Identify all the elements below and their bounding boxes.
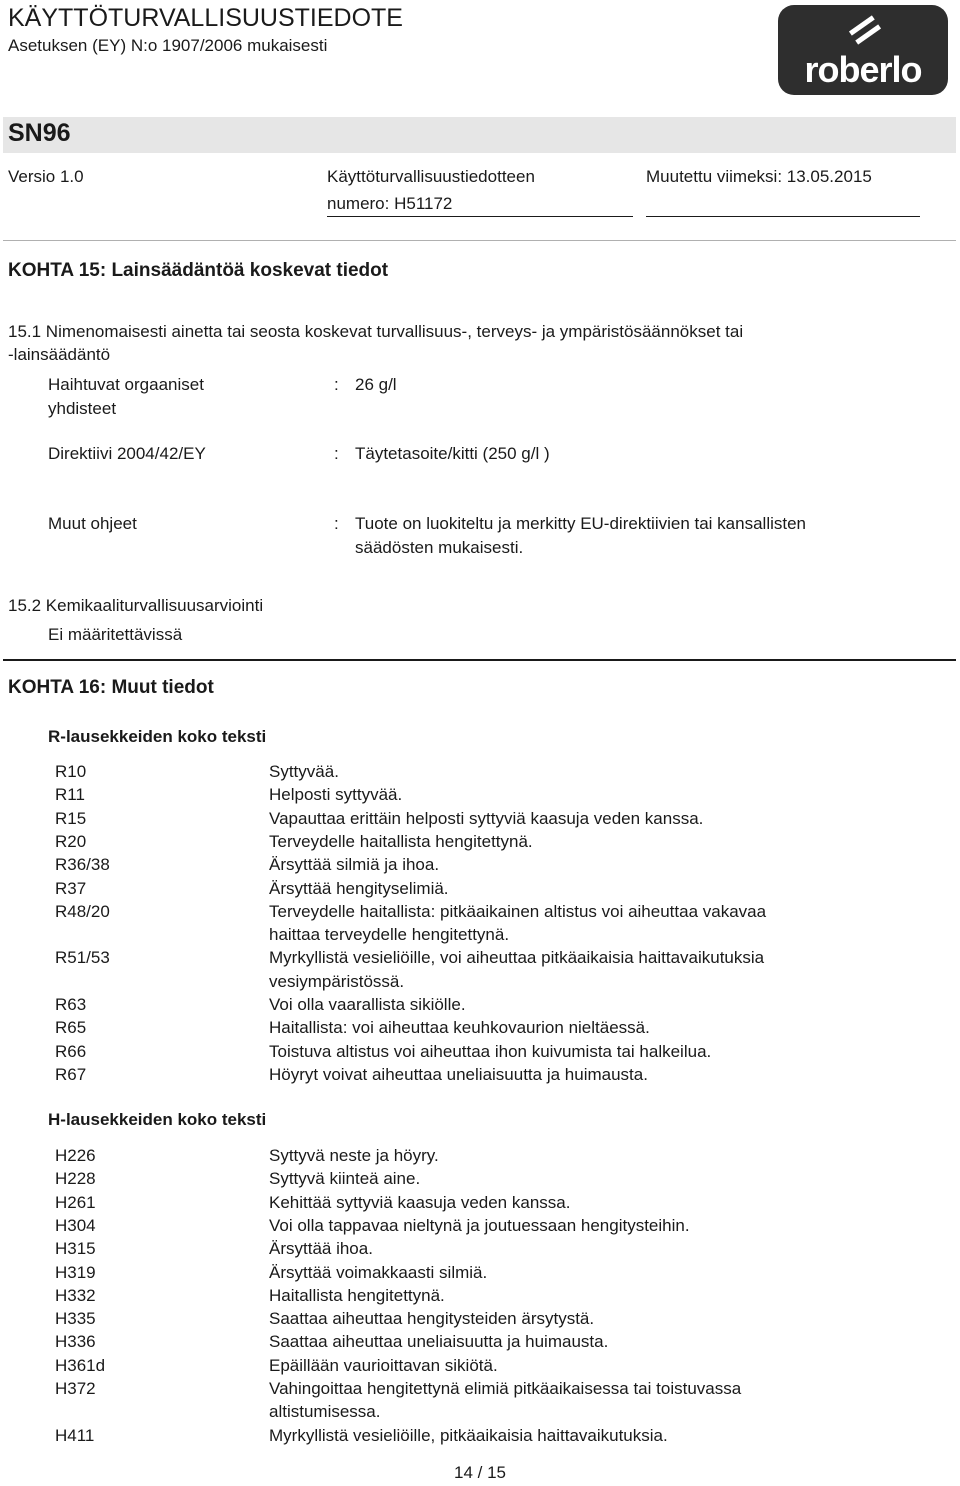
page-number: 14 / 15 bbox=[454, 1463, 506, 1482]
logo-mark-icon bbox=[848, 13, 882, 47]
h-phrase-text: Saattaa aiheuttaa hengitysteiden ärsytystä. bbox=[269, 1309, 595, 1329]
r-phrase-text: Haitallista: voi aiheuttaa keuhkovaurion nieltäessä. bbox=[269, 1018, 650, 1038]
h-phrase-code: H361d bbox=[55, 1355, 106, 1375]
h-phrase-code: H315 bbox=[55, 1239, 96, 1259]
revision-date: Muutettu viimeksi: 13.05.2015 bbox=[646, 167, 872, 186]
r-phrase-text: Ärsyttää hengityselimiä. bbox=[269, 878, 449, 898]
h-phrase-code: H372 bbox=[55, 1379, 96, 1398]
h-phrase-code: H226 bbox=[55, 1146, 96, 1165]
directive-label: Direktiivi 2004/42/EY bbox=[48, 444, 206, 463]
h-phrase-text: Kehittää syttyviä kaasuja veden kanssa. bbox=[269, 1192, 571, 1212]
r-phrase-text: Ärsyttää silmiä ja ihoa. bbox=[269, 855, 440, 875]
h-phrase-text: Vahingoittaa hengitettynä elimiä pitkäaikaisessa tai toistuvassa bbox=[269, 1379, 742, 1398]
header-rule-number bbox=[327, 216, 633, 217]
r-phrase-text: Vapauttaa erittäin helposti syttyviä kaasuja veden kanssa. bbox=[269, 808, 704, 828]
r-phrases-heading: R-lausekkeiden koko teksti bbox=[48, 727, 267, 746]
r-phrase-text: Myrkyllistä vesieliöille, voi aiheuttaa pitkäaikaisia haittavaikutuksia bbox=[269, 948, 765, 968]
r-phrase-text: Syttyvää. bbox=[269, 762, 339, 781]
r-phrase-code: R66 bbox=[55, 1041, 87, 1061]
h-phrases-heading: H-lausekkeiden koko teksti bbox=[48, 1110, 267, 1129]
h-phrase-code: H319 bbox=[55, 1262, 96, 1282]
r-phrase-text: Toistuva altistus voi aiheuttaa ihon kuivumista tai halkeilua. bbox=[269, 1041, 712, 1061]
h-phrase-code: H261 bbox=[55, 1192, 96, 1212]
section-16-title: KOHTA 16: Muut tiedot bbox=[8, 677, 214, 698]
r-phrase-code: R67 bbox=[55, 1064, 87, 1084]
section-15-2-title: 15.2 Kemikaaliturvallisuusarviointi bbox=[8, 596, 264, 615]
h-phrase-code: H335 bbox=[55, 1309, 96, 1329]
other-value-line1: Tuote on luokiteltu ja merkitty EU-direktiivien tai kansallisten bbox=[355, 514, 807, 533]
section-divider bbox=[3, 659, 956, 661]
directive-colon: : bbox=[334, 444, 339, 463]
h-phrase-text: Ärsyttää voimakkaasti silmiä. bbox=[269, 1262, 488, 1282]
other-value-line2: säädösten mukaisesti. bbox=[355, 538, 524, 557]
r-phrase-text: Höyryt voivat aiheuttaa uneliaisuutta ja huimausta. bbox=[269, 1064, 648, 1084]
h-phrase-code: H411 bbox=[55, 1425, 95, 1445]
r-phrase-code: R51/53 bbox=[55, 948, 110, 968]
voc-colon: : bbox=[334, 375, 339, 394]
r-phrase-code: R10 bbox=[55, 762, 87, 781]
r-phrase-text: Helposti syttyvää. bbox=[269, 785, 403, 805]
h-phrase-text: Syttyvä kiinteä aine. bbox=[269, 1169, 421, 1189]
document-title: KÄYTTÖTURVALLISUUSTIEDOTE bbox=[8, 4, 403, 32]
version: Versio 1.0 bbox=[8, 167, 84, 186]
r-phrase-code: R63 bbox=[55, 995, 87, 1014]
section-15-title: KOHTA 15: Lainsäädäntöä koskevat tiedot bbox=[8, 260, 389, 281]
product-name: SN96 bbox=[8, 119, 71, 147]
section-15-2-value: Ei määritettävissä bbox=[48, 625, 183, 644]
directive-value: Täytetasoite/kitti (250 g/l ) bbox=[355, 444, 550, 463]
logo-text: roberlo bbox=[804, 49, 922, 90]
r-phrase-text: haittaa terveydelle hengitettynä. bbox=[269, 925, 510, 945]
r-phrase-code: R36/38 bbox=[55, 855, 110, 875]
h-phrase-text: Epäillään vaurioittavan sikiötä. bbox=[269, 1355, 498, 1375]
roberlo-logo bbox=[778, 5, 948, 95]
header-rule-date bbox=[646, 216, 920, 217]
r-phrase-code: R11 bbox=[55, 785, 85, 805]
section-15-1-title-line2: -lainsäädäntö bbox=[8, 345, 111, 364]
r-phrase-code: R20 bbox=[55, 831, 87, 851]
r-phrase-code: R65 bbox=[55, 1018, 87, 1038]
r-phrase-text: vesiympäristössä. bbox=[269, 971, 405, 991]
voc-label-line1: Haihtuvat orgaaniset bbox=[48, 375, 204, 394]
header-divider bbox=[3, 240, 956, 241]
regulation-subtitle: Asetuksen (EY) N:o 1907/2006 mukaisesti bbox=[8, 36, 328, 55]
other-colon: : bbox=[334, 514, 339, 533]
h-phrase-code: H332 bbox=[55, 1285, 96, 1305]
sds-number: numero: H51172 bbox=[327, 194, 453, 213]
product-bar bbox=[3, 117, 956, 153]
r-phrase-text: Terveydelle haitallista: pitkäaikainen altistus voi aiheuttaa vakavaa bbox=[269, 901, 767, 921]
h-phrase-text: altistumisessa. bbox=[269, 1402, 381, 1422]
h-phrase-text: Myrkyllistä vesieliöille, pitkäaikaisia haittavaikutuksia. bbox=[269, 1425, 668, 1445]
h-phrase-text: Syttyvä neste ja höyry. bbox=[269, 1146, 439, 1165]
h-phrase-text: Haitallista hengitettynä. bbox=[269, 1285, 445, 1305]
h-phrase-text: Voi olla tappavaa nieltynä ja joutuessaan hengitysteihin. bbox=[269, 1215, 690, 1235]
h-phrase-code: H336 bbox=[55, 1332, 96, 1352]
other-label: Muut ohjeet bbox=[48, 514, 137, 533]
r-phrase-text: Voi olla vaarallista sikiölle. bbox=[269, 995, 466, 1014]
h-phrase-code: H304 bbox=[55, 1215, 96, 1235]
voc-label-line2: yhdisteet bbox=[48, 399, 117, 418]
r-phrase-text: Terveydelle haitallista hengitettynä. bbox=[269, 831, 533, 851]
h-phrase-text: Saattaa aiheuttaa uneliaisuutta ja huimausta. bbox=[269, 1332, 609, 1352]
r-phrase-code: R37 bbox=[55, 878, 87, 898]
r-phrase-code: R48/20 bbox=[55, 901, 110, 921]
section-15-1-title-line1: 15.1 Nimenomaisesti ainetta tai seosta koskevat turvallisuus-, terveys- ja ympäristösäännökset tai bbox=[8, 322, 744, 341]
sds-number-label: Käyttöturvallisuustiedotteen bbox=[327, 167, 535, 186]
h-phrase-text: Ärsyttää ihoa. bbox=[269, 1239, 373, 1259]
voc-value: 26 g/l bbox=[355, 375, 397, 394]
r-phrase-code: R15 bbox=[55, 808, 87, 828]
h-phrase-code: H228 bbox=[55, 1169, 96, 1189]
